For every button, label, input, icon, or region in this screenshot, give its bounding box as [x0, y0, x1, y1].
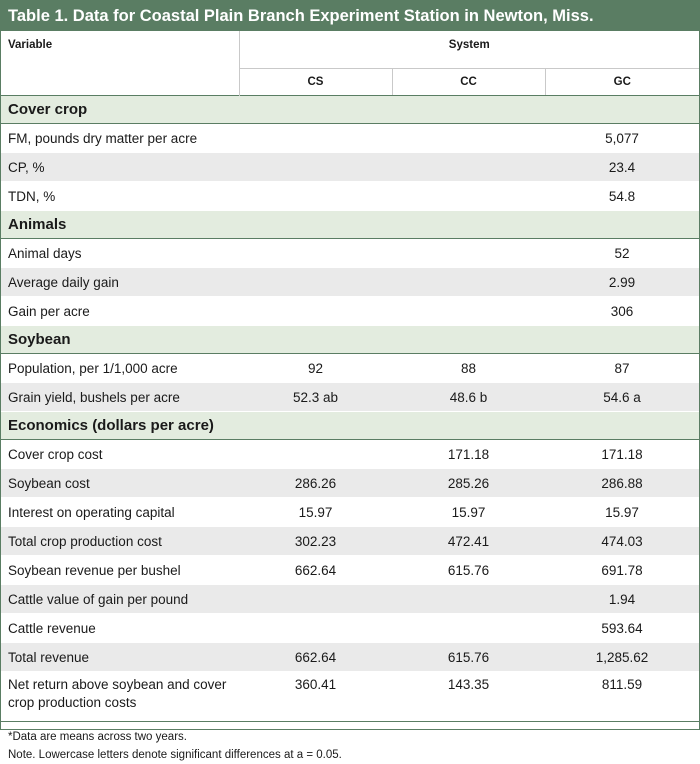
- cell-cs: [239, 440, 392, 469]
- row-label: CP, %: [1, 153, 239, 182]
- cell-cc: [392, 124, 545, 153]
- footnote-means: *Data are means across two years.: [8, 731, 187, 743]
- cell-gc: 306: [545, 297, 699, 326]
- row-label: Soybean revenue per bushel: [1, 556, 239, 585]
- table-row: [1, 383, 699, 412]
- row-label: Grain yield, bushels per acre: [1, 383, 239, 412]
- row-label: Cover crop cost: [1, 440, 239, 469]
- cell-cc: [392, 268, 545, 297]
- cell-gc: 1.94: [545, 585, 699, 614]
- table-row: [1, 182, 699, 211]
- cell-cc: 48.6 b: [392, 383, 545, 412]
- table-body: [1, 96, 699, 721]
- row-label: TDN, %: [1, 182, 239, 211]
- row-label: Interest on operating capital: [1, 498, 239, 527]
- cell-cc: 88: [392, 354, 545, 383]
- cell-cc: [392, 585, 545, 614]
- cell-cs: 52.3 ab: [239, 383, 392, 412]
- section-row-economics-dollars-per-acre: [1, 412, 699, 440]
- cell-cs: [239, 268, 392, 297]
- section-heading: Animals: [1, 211, 699, 239]
- table-row: [1, 614, 699, 643]
- table-row: [1, 153, 699, 182]
- data-table: [1, 31, 699, 721]
- section-heading: Economics (dollars per acre): [1, 412, 699, 440]
- cell-gc: 691.78: [545, 556, 699, 585]
- section-heading: Soybean: [1, 326, 699, 354]
- table-row: [1, 643, 699, 672]
- cell-cc: [392, 153, 545, 182]
- cell-gc: 286.88: [545, 469, 699, 498]
- cell-cs: 360.41: [239, 672, 392, 721]
- cell-gc: 5,077: [545, 124, 699, 153]
- cell-cs: 662.64: [239, 556, 392, 585]
- row-label: Gain per acre: [1, 297, 239, 326]
- table-row: [1, 268, 699, 297]
- row-label: FM, pounds dry matter per acre: [1, 124, 239, 153]
- cell-cs: 92: [239, 354, 392, 383]
- cell-cc: [392, 614, 545, 643]
- table-row: [1, 124, 699, 153]
- table-row: [1, 672, 699, 721]
- cell-gc: 15.97: [545, 498, 699, 527]
- row-label: Animal days: [1, 239, 239, 268]
- cell-cs: [239, 585, 392, 614]
- cell-cc: [392, 239, 545, 268]
- cell-cc: 472.41: [392, 527, 545, 556]
- row-label: Soybean cost: [1, 469, 239, 498]
- cell-gc: 171.18: [545, 440, 699, 469]
- cell-cs: [239, 297, 392, 326]
- cell-cs: [239, 239, 392, 268]
- column-header-cs: CS: [239, 69, 392, 96]
- cell-cc: 615.76: [392, 643, 545, 672]
- cell-cs: [239, 124, 392, 153]
- cell-cc: 285.26: [392, 469, 545, 498]
- row-label: Cattle revenue: [1, 614, 239, 643]
- table-row: [1, 239, 699, 268]
- table-row: [1, 440, 699, 469]
- table-row: [1, 469, 699, 498]
- cell-gc: 23.4: [545, 153, 699, 182]
- cell-gc: 54.6 a: [545, 383, 699, 412]
- table-row: [1, 498, 699, 527]
- cell-gc: 811.59: [545, 672, 699, 721]
- header-row-1: [1, 31, 699, 69]
- row-label: Net return above soybean and cover crop production costs: [1, 672, 239, 721]
- variable-header: Variable: [1, 31, 239, 96]
- system-header: System: [239, 31, 699, 69]
- cell-cs: 286.26: [239, 469, 392, 498]
- cell-cc: 615.76: [392, 556, 545, 585]
- row-label: Average daily gain: [1, 268, 239, 297]
- table-title: Table 1. Data for Coastal Plain Branch Experiment Station in Newton, Miss.: [1, 1, 699, 31]
- cell-gc: 593.64: [545, 614, 699, 643]
- cell-cc: [392, 182, 545, 211]
- cell-cs: [239, 153, 392, 182]
- cell-gc: 87: [545, 354, 699, 383]
- row-label: Total revenue: [1, 643, 239, 672]
- table-row: [1, 585, 699, 614]
- cell-gc: 2.99: [545, 268, 699, 297]
- row-label: Total crop production cost: [1, 527, 239, 556]
- section-row-cover-crop: [1, 96, 699, 124]
- section-heading: Cover crop: [1, 96, 699, 124]
- cell-cc: 15.97: [392, 498, 545, 527]
- section-row-soybean: [1, 326, 699, 354]
- cell-cc: [392, 297, 545, 326]
- row-label: Cattle value of gain per pound: [1, 585, 239, 614]
- cell-gc: 52: [545, 239, 699, 268]
- column-header-cc: CC: [392, 69, 545, 96]
- row-label: Population, per 1/1,000 acre: [1, 354, 239, 383]
- cell-gc: 1,285.62: [545, 643, 699, 672]
- cell-cc: 143.35: [392, 672, 545, 721]
- table-notes: [1, 721, 699, 764]
- section-row-animals: [1, 211, 699, 239]
- cell-gc: 54.8: [545, 182, 699, 211]
- cell-gc: 474.03: [545, 527, 699, 556]
- cell-cs: [239, 614, 392, 643]
- table-row: [1, 354, 699, 383]
- table-row: [1, 556, 699, 585]
- cell-cs: 15.97: [239, 498, 392, 527]
- column-header-gc: GC: [545, 69, 699, 96]
- footnote-significance: Note. Lowercase letters denote significant differences at a = 0.05.: [8, 749, 342, 761]
- cell-cc: 171.18: [392, 440, 545, 469]
- table-row: [1, 297, 699, 326]
- cell-cs: 302.23: [239, 527, 392, 556]
- cell-cs: 662.64: [239, 643, 392, 672]
- table-row: [1, 527, 699, 556]
- cell-cs: [239, 182, 392, 211]
